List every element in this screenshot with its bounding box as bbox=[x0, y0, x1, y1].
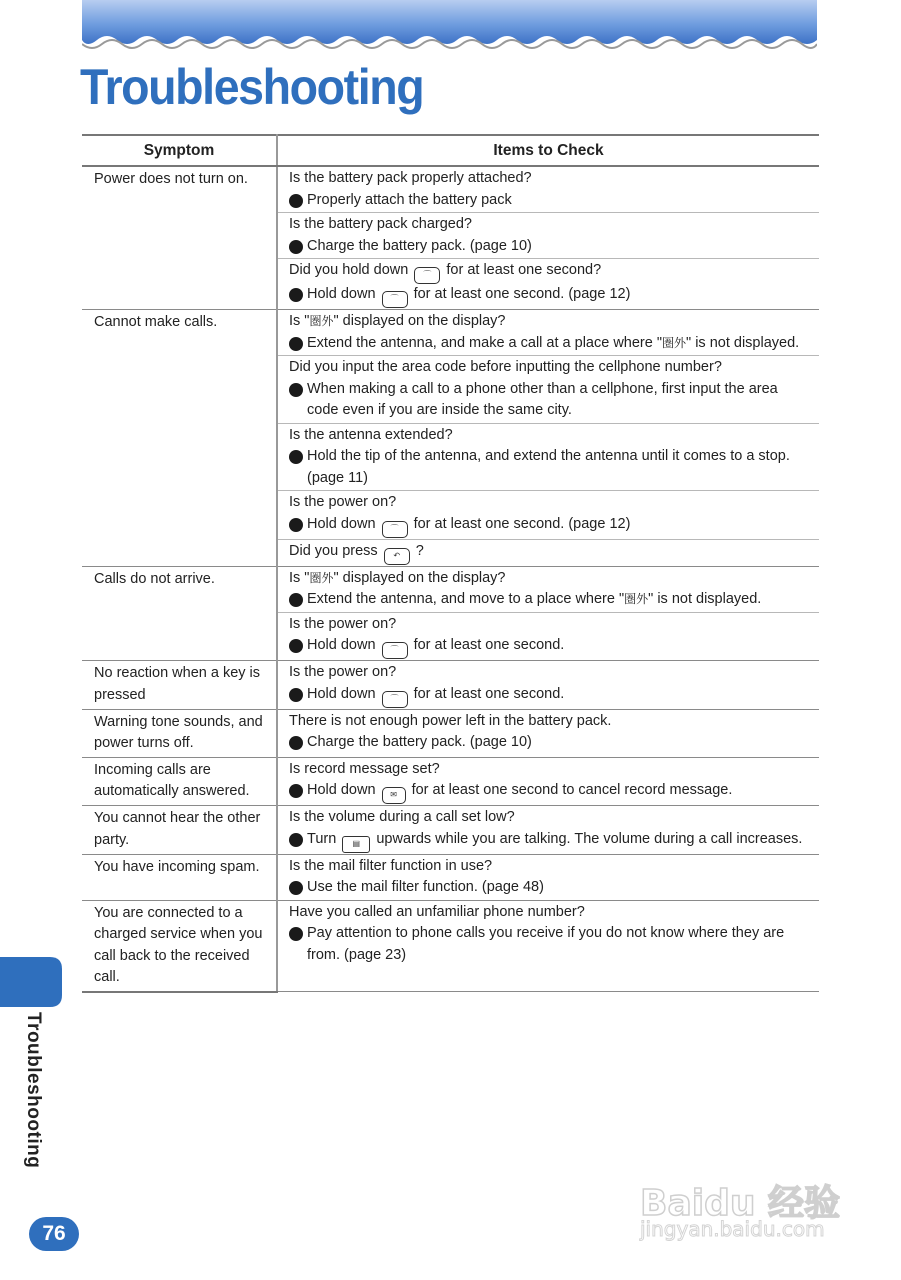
check-question: Have you called an unfamiliar phone number? bbox=[289, 903, 585, 920]
out-of-service-glyph: 圏外 bbox=[662, 335, 687, 350]
bullet-icon bbox=[289, 784, 303, 798]
bullet-icon bbox=[289, 736, 303, 750]
bullet-icon bbox=[289, 593, 303, 607]
check-cell bbox=[277, 806, 819, 855]
items-to-check-header: Items to Check bbox=[277, 135, 819, 166]
check-answer: Hold down ✉ for at least one second to cancel record message. bbox=[289, 780, 813, 804]
check-cell bbox=[277, 757, 819, 806]
check-cell bbox=[277, 166, 819, 213]
table-row bbox=[82, 854, 819, 900]
side-tab bbox=[0, 957, 62, 1007]
check-question: Is the volume during a call set low? bbox=[289, 809, 515, 825]
check-cell bbox=[277, 310, 819, 356]
check-cell bbox=[277, 900, 819, 992]
side-key-icon: ▤ bbox=[342, 836, 370, 853]
symptom-cell: Cannot make calls. bbox=[82, 310, 277, 567]
check-answer: Hold down ⌒ for at least one second. (page 12) bbox=[289, 514, 813, 538]
check-cell bbox=[277, 423, 819, 491]
check-cell bbox=[277, 854, 819, 900]
symptom-cell: You cannot hear the other party. bbox=[82, 806, 277, 855]
symptom-cell: No reaction when a key is pressed bbox=[82, 661, 277, 710]
symptom-cell: Calls do not arrive. bbox=[82, 566, 277, 661]
check-answer: Extend the antenna, and move to a place where "圏外" is not displayed. bbox=[289, 589, 813, 611]
record-message-key-icon: ✉ bbox=[382, 787, 406, 804]
table-row bbox=[82, 757, 819, 806]
check-question: Is the power on? bbox=[289, 494, 397, 510]
page-title: Troubleshooting bbox=[80, 59, 424, 115]
out-of-service-glyph: 圏外 bbox=[309, 314, 334, 328]
table-row bbox=[82, 566, 819, 612]
symptom-cell: Warning tone sounds, and power turns off. bbox=[82, 709, 277, 757]
check-answer: Charge the battery pack. (page 10) bbox=[289, 236, 813, 258]
bullet-icon bbox=[289, 337, 303, 351]
bullet-icon bbox=[289, 288, 303, 302]
check-answer: Extend the antenna, and make a call at a place where "圏外" is not displayed. bbox=[289, 333, 813, 355]
bullet-icon bbox=[289, 450, 303, 464]
out-of-service-glyph: 圏外 bbox=[309, 570, 334, 585]
check-cell bbox=[277, 566, 819, 612]
table-row bbox=[82, 806, 819, 855]
end-power-key-icon: ⌒ bbox=[382, 642, 408, 659]
check-cell bbox=[277, 259, 819, 310]
check-question: Is the power on? bbox=[289, 615, 397, 632]
check-question: Is "圏外" displayed on the display? bbox=[289, 313, 506, 329]
check-answer: Turn ▤ upwards while you are talking. The volume during a call increases. bbox=[289, 829, 813, 853]
check-answer: When making a call to a phone other than a cellphone, first input the area code even if you are inside the same city. bbox=[289, 379, 813, 422]
bullet-icon bbox=[289, 833, 303, 847]
check-cell bbox=[277, 213, 819, 259]
end-power-key-icon: ⌒ bbox=[382, 521, 408, 538]
watermark-logo: Baidu 经验 bbox=[640, 1183, 841, 1224]
check-answer: Pay attention to phone calls you receive if you do not know where they are from. (page 23) bbox=[289, 923, 813, 966]
check-question: Is "圏外" displayed on the display? bbox=[289, 569, 506, 586]
check-question: Is the power on? bbox=[289, 664, 397, 680]
page-number: 76 bbox=[29, 1217, 79, 1251]
check-question: Is the antenna extended? bbox=[289, 426, 453, 443]
top-banner bbox=[82, 0, 817, 52]
bullet-icon bbox=[289, 383, 303, 397]
symptom-header: Symptom bbox=[82, 135, 277, 166]
watermark-url: jingyan.baidu.com bbox=[640, 1217, 825, 1241]
bullet-icon bbox=[289, 688, 303, 702]
check-answer: Properly attach the battery pack bbox=[289, 190, 813, 212]
out-of-service-glyph: 圏外 bbox=[624, 592, 649, 606]
check-question: Is the battery pack properly attached? bbox=[289, 170, 532, 186]
bullet-icon bbox=[289, 927, 303, 941]
symptom-cell: You are connected to a charged service when you call back to the received call. bbox=[82, 900, 277, 992]
symptom-cell: You have incoming spam. bbox=[82, 854, 277, 900]
check-cell bbox=[277, 709, 819, 757]
end-power-key-icon: ⌒ bbox=[414, 267, 440, 284]
check-question: There is not enough power left in the battery pack. bbox=[289, 712, 612, 729]
check-question: Did you press ↶ ? bbox=[289, 541, 813, 565]
end-power-key-icon: ⌒ bbox=[382, 691, 408, 708]
table-row bbox=[82, 166, 819, 213]
check-answer: Hold down ⌒ for at least one second. bbox=[289, 635, 813, 659]
table-row bbox=[82, 661, 819, 710]
check-cell bbox=[277, 356, 819, 424]
check-answer: Charge the battery pack. (page 10) bbox=[289, 732, 813, 754]
check-answer: Hold down ⌒ for at least one second. bbox=[289, 684, 813, 708]
bullet-icon bbox=[289, 639, 303, 653]
bullet-icon bbox=[289, 194, 303, 208]
end-power-key-icon: ⌒ bbox=[382, 291, 408, 308]
check-question: Did you hold down ⌒ for at least one second? bbox=[289, 260, 813, 284]
check-answer: Hold the tip of the antenna, and extend the antenna until it comes to a stop. (page 11) bbox=[289, 446, 813, 489]
symptom-cell: Power does not turn on. bbox=[82, 166, 277, 310]
check-question: Is record message set? bbox=[289, 760, 440, 777]
table-header-row bbox=[82, 135, 819, 166]
symptom-cell: Incoming calls are automatically answered. bbox=[82, 757, 277, 806]
check-answer: Use the mail filter function. (page 48) bbox=[289, 877, 813, 899]
check-cell bbox=[277, 491, 819, 540]
check-cell bbox=[277, 539, 819, 566]
check-cell bbox=[277, 661, 819, 710]
check-question: Is the battery pack charged? bbox=[289, 216, 472, 232]
table-row bbox=[82, 310, 819, 356]
bullet-icon bbox=[289, 518, 303, 532]
table-row bbox=[82, 709, 819, 757]
side-section-label: Troubleshooting bbox=[23, 1012, 44, 1169]
check-question: Is the mail filter function in use? bbox=[289, 857, 493, 874]
troubleshooting-table bbox=[82, 134, 819, 993]
bullet-icon bbox=[289, 881, 303, 895]
check-question: Did you input the area code before inputting the cellphone number? bbox=[289, 359, 722, 375]
table-row bbox=[82, 900, 819, 992]
watermark bbox=[640, 1145, 850, 1245]
check-cell bbox=[277, 612, 819, 661]
bullet-icon bbox=[289, 240, 303, 254]
send-key-icon: ↶ bbox=[384, 548, 410, 565]
check-answer: Hold down ⌒ for at least one second. (page 12) bbox=[289, 284, 813, 308]
